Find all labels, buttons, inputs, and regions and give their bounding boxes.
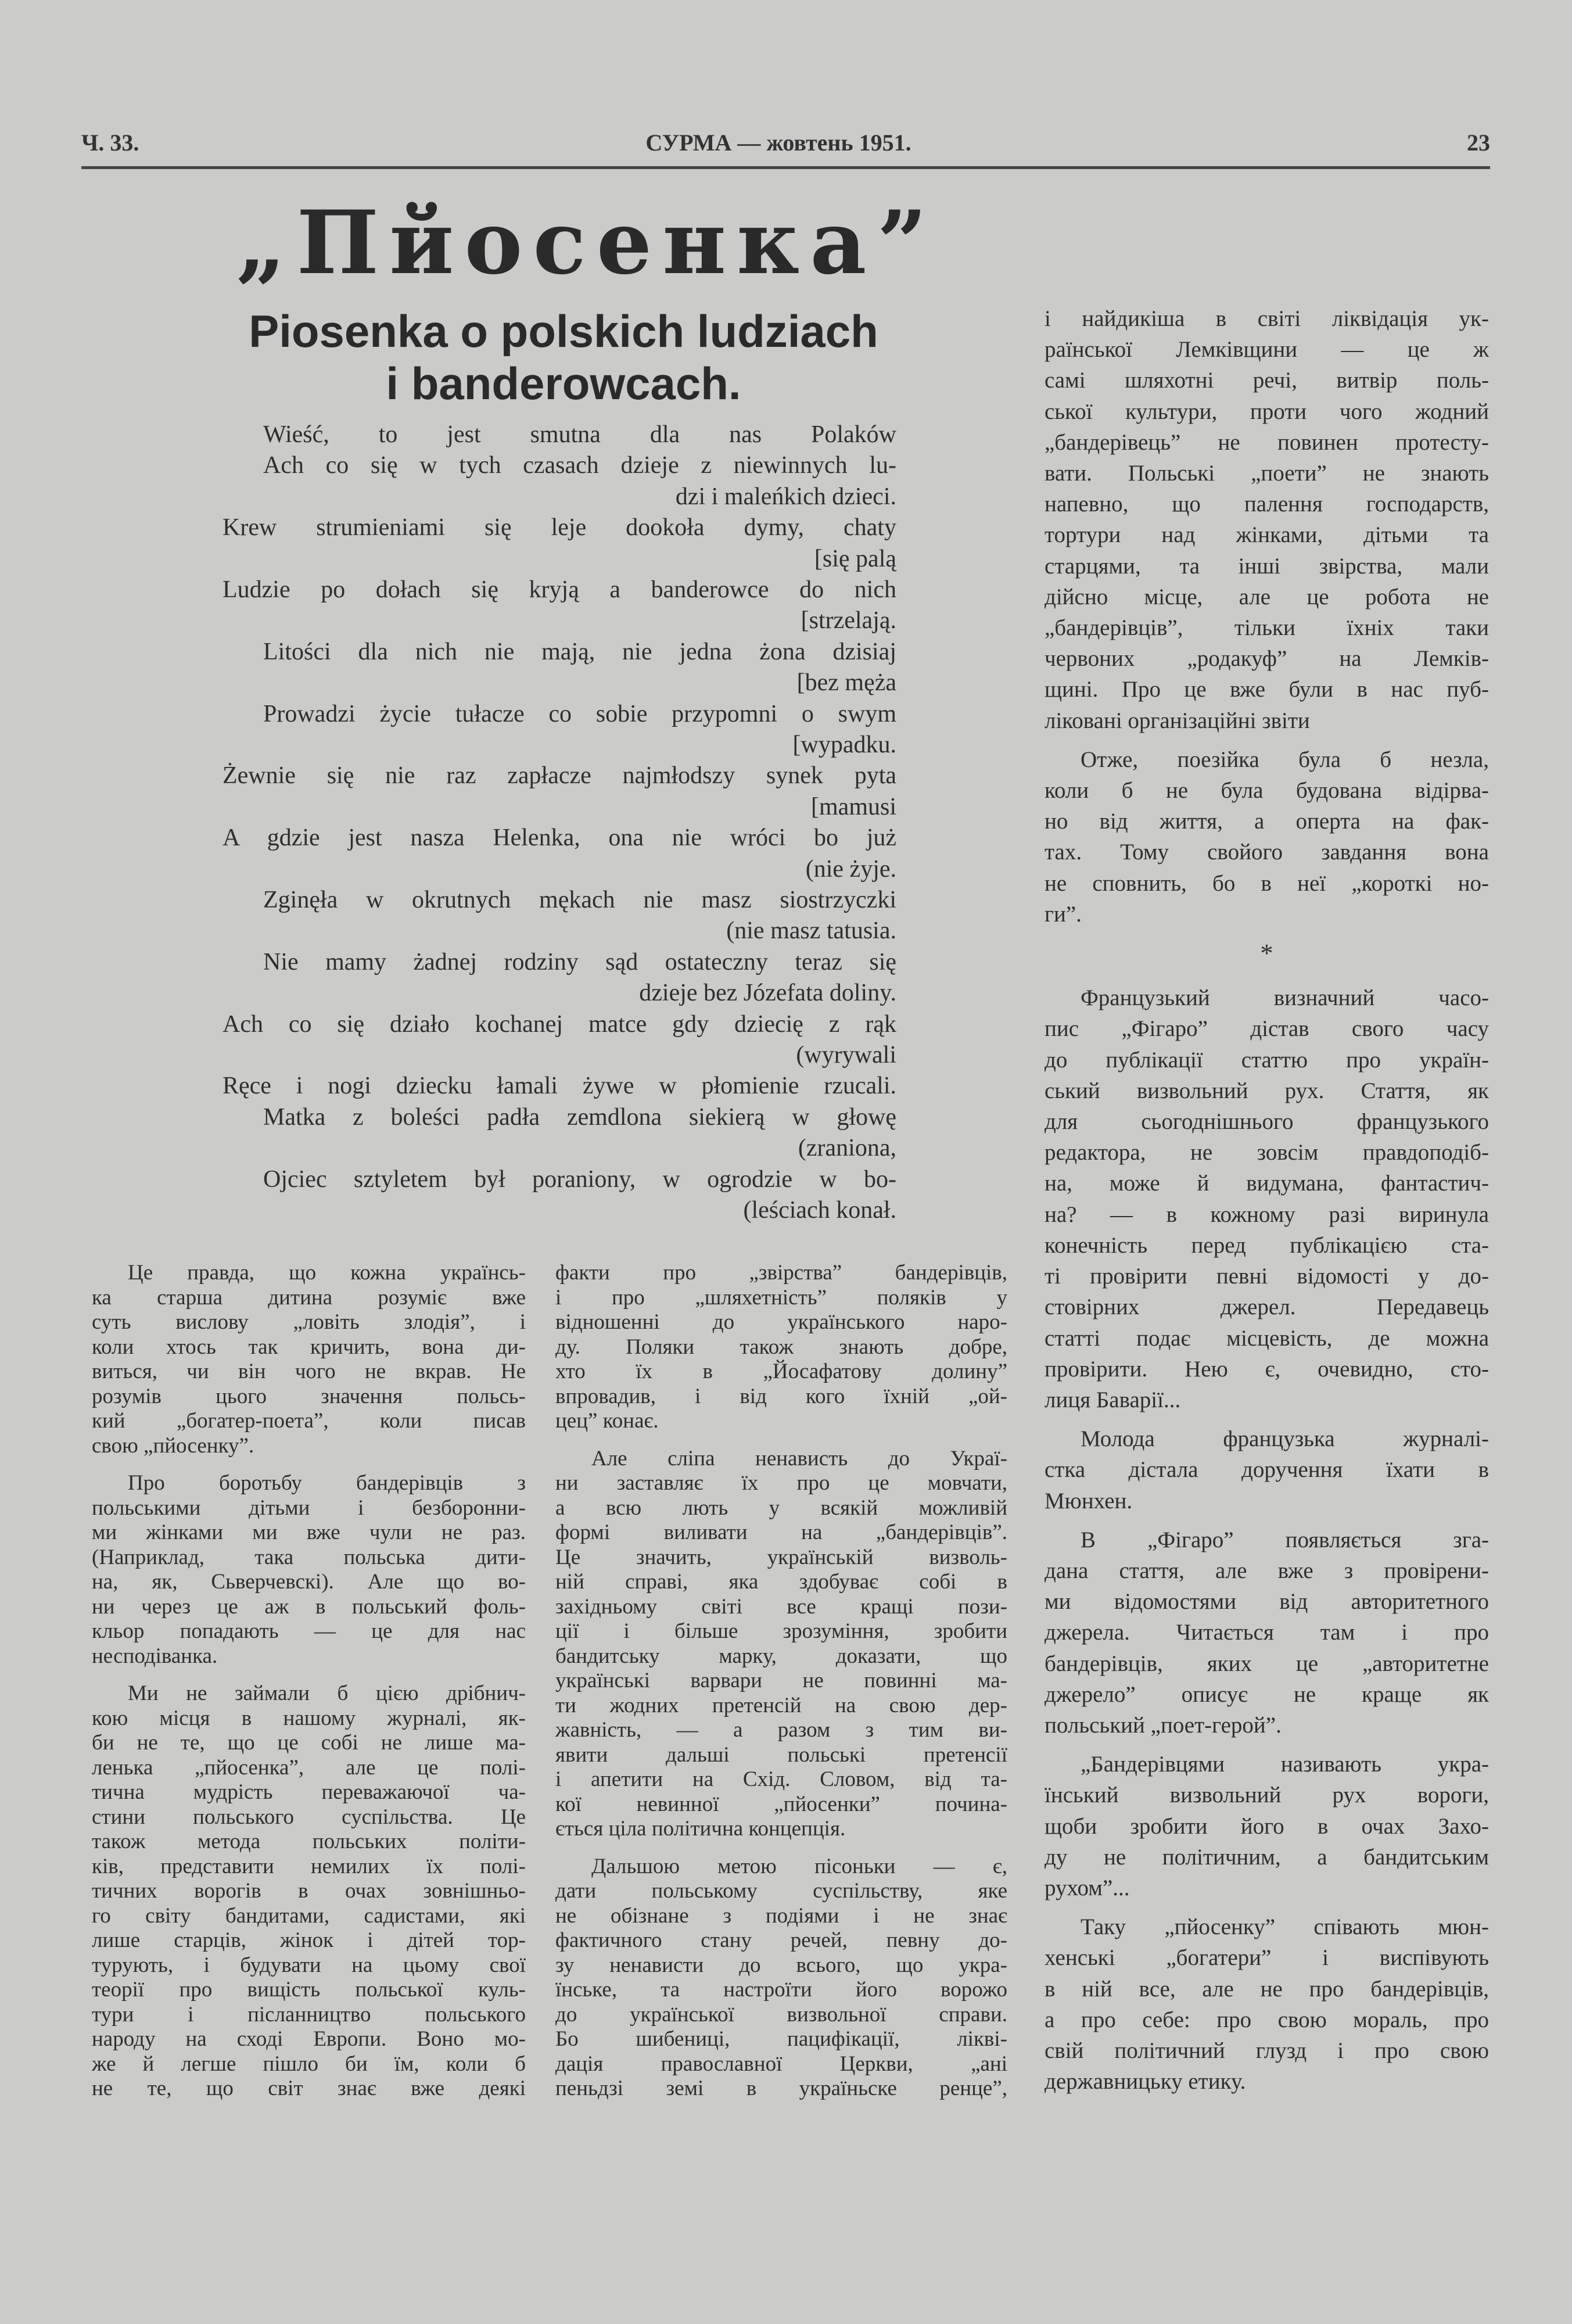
article-subtitle [105, 305, 1022, 410]
text-line: тури і післанництво польського [92, 2002, 526, 2027]
text-line: державницьку етику. [1045, 2069, 1246, 2095]
text-line: фактичного стану речей, певну до- [555, 1928, 1007, 1952]
text-line: „бандерівець” не повинен протесту- [1045, 429, 1489, 455]
text-line: ни через це аж в польський фоль- [92, 1594, 526, 1619]
text-line: лиця Баварії... [1045, 1387, 1181, 1412]
poem-line: (leściach konał. [743, 1196, 896, 1224]
text-line: ка старша дитина розуміє вже [92, 1285, 526, 1310]
text-line: редактора, не зовсім правдоподіб- [1045, 1140, 1489, 1165]
poem-line: Matka z boleści padła zemdlona siekierą w głowę [263, 1103, 896, 1131]
text-line: дація православної Церкви, „ані [555, 2052, 1007, 2076]
text-line: бандитську марку, доказати, що [555, 1644, 1007, 1668]
text-line: народу на сході Европи. Воно мо- [92, 2027, 526, 2051]
text-line: цец” конає. [555, 1409, 659, 1433]
poem-line: Litości dla nich nie mają, nie jedna żona dzisiaj [263, 638, 896, 665]
text-line: не обізнане з подіями і не знає [555, 1903, 1007, 1928]
text-line: несподіванка. [92, 1644, 218, 1668]
paragraph [1045, 744, 1489, 930]
text-line: ми відомостями від авторитетного [1045, 1589, 1489, 1615]
text-line: свою „пйосенку”. [92, 1433, 254, 1458]
text-line: їнський визвольний рух вороги, [1045, 1783, 1489, 1808]
text-line: джерело” описує не краще як [1045, 1681, 1489, 1707]
text-line: польськими дітьми і безборонни- [92, 1495, 526, 1520]
text-line: червоних „родакуф” на Лемків- [1045, 646, 1489, 672]
text-line: конечність перед публікацією ста- [1045, 1232, 1489, 1258]
text-line: факти про „звірства” бандерівців, [555, 1261, 1007, 1285]
text-line: турують, і будувати на цьому свої [92, 1953, 526, 1977]
text-line: тичних ворогів в очах зовнішньо- [92, 1879, 526, 1903]
text-line: і апетити на Схід. Словом, від та- [555, 1767, 1007, 1791]
poem-line: Zginęła w okrutnych mękach nie masz siostrzyczki [263, 886, 896, 913]
text-line: їнське, та настроїти його ворожо [555, 1978, 1007, 2002]
text-line: в ній все, але не про бандерівців, [1045, 1976, 1489, 2002]
text-line: хенські „богатери” і виспівують [1045, 1945, 1489, 1971]
text-line: Але сліпа ненависть до Украї- [591, 1446, 1007, 1471]
text-line: ків, представити немилих їх полі- [92, 1854, 526, 1878]
text-line: напевно, що палення господарств, [1045, 492, 1489, 517]
text-line: дійсно місце, але це робота не [1045, 584, 1489, 609]
text-line: „Бандерівцями називають укра- [1081, 1752, 1489, 1777]
poem-line: dzi i maleńkich dzieci. [675, 483, 896, 510]
text-line: бандерівців, яких це „авторитетне [1045, 1651, 1489, 1676]
text-line: го світу бандитами, садистами, які [92, 1903, 526, 1928]
text-line: Отже, поезійка була б незла, [1081, 747, 1489, 772]
text-line: щині. Про це вже були в нас пуб- [1045, 677, 1489, 702]
text-line: розумів цього значення польсь- [92, 1384, 526, 1408]
paragraph [92, 1261, 526, 1458]
subtitle-line: i banderowcach. [386, 358, 741, 409]
text-line: щоби зробити його в очах Захо- [1045, 1813, 1489, 1839]
text-line: теорії про вищість польської куль- [92, 1978, 526, 2002]
text-line: ни заставляє їх про це мовчати, [555, 1471, 1007, 1495]
poem-line: (nie masz tatusia. [726, 917, 896, 945]
text-line: західньому світі все кращі пози- [555, 1594, 1007, 1619]
poem-line: [bez męża [796, 669, 896, 697]
paragraph [1045, 303, 1489, 736]
text-line: для сьогоднішнього французького [1045, 1109, 1489, 1135]
text-line: ті провірити певні відомості у до- [1045, 1264, 1489, 1289]
paragraph [1045, 1911, 1489, 2097]
paragraph [92, 1681, 526, 2101]
text-line: пеньдзі земі в україньске ренце”, [555, 2076, 1007, 2100]
text-line: а всю лють у всякій можливій [555, 1495, 1007, 1520]
text-line: ги”. [1045, 901, 1082, 927]
text-line: до української визвольної справи. [555, 2002, 1007, 2027]
issue-number: Ч. 33. [81, 130, 139, 156]
text-line: вати. Польські „поети” не знають [1045, 461, 1489, 486]
poem-line: Ach co się w tych czasach dzieje z niewinnych lu- [263, 452, 896, 479]
text-line: стовірних джерел. Передавець [1045, 1294, 1489, 1320]
poem-line: Ręce i nogi dziecku łamali żywe w płomienie rzucali. [222, 1073, 896, 1100]
text-line: суть вислову „ловіть злодія”, і [92, 1310, 526, 1334]
text-line: тах. Тому свойого завдання вона [1045, 840, 1489, 865]
text-line: впровадив, і від кого їхній „ой- [555, 1384, 1007, 1408]
text-line: Таку „пйосенку” співають мюн- [1081, 1914, 1489, 1940]
text-line: же й легше пішло би їм, коли б [92, 2052, 526, 2076]
text-line: ції і більше зрозуміння, зробити [555, 1619, 1007, 1643]
text-line: свій політичний глузд і про свою [1045, 2038, 1489, 2063]
text-line: кої невинної „пйосенки” почина- [555, 1792, 1007, 1816]
text-line: лише старців, жінок і дітей тор- [92, 1928, 526, 1952]
poem-block [222, 419, 896, 1226]
text-line: но від життя, а оперта на фак- [1045, 809, 1489, 834]
text-line: би не те, що це собі не лише ма- [92, 1731, 526, 1755]
text-line: Це значить, українській визволь- [555, 1545, 1007, 1569]
text-line: на, як, Сьверчевскі). Але що во- [92, 1570, 526, 1594]
text-line: на, може й видумана, фантастич- [1045, 1171, 1489, 1196]
text-line: і про „шляхетність” поляків у [555, 1285, 1007, 1310]
text-line: формі виливати на „бандерівців”. [555, 1520, 1007, 1544]
text-line: українські варвари не повинні ма- [555, 1669, 1007, 1692]
text-column-right [1045, 303, 1489, 2105]
text-line: кою місця в нашому журналі, як- [92, 1706, 526, 1730]
text-line: зу ненависти до всього, що укра- [555, 1953, 1007, 1977]
text-line: пис „Фігаро” дістав свого часу [1045, 1016, 1489, 1042]
poem-line: [mamusi [811, 793, 896, 820]
text-line: статті подає місцевість, де можна [1045, 1325, 1489, 1351]
text-line: ми жінками ми вже чули не раз. [92, 1520, 526, 1544]
text-line: джерела. Читається там і про [1045, 1620, 1489, 1645]
text-line: і найдикіша в світі ліквідація ук- [1045, 306, 1489, 331]
text-line: провірити. Нею є, очевидно, сто- [1045, 1356, 1489, 1382]
text-line: самі шляхотні речі, витвір поль- [1045, 368, 1489, 393]
text-line: виться, чи він чого не вкрав. Не [92, 1360, 526, 1383]
poem-line: Ojciec sztyletem był poraniony, w ogrodzie w bo- [263, 1165, 896, 1193]
masthead: СУРМА — жовтень 1951. [645, 130, 911, 156]
text-line: Дальшою метою пісоньки — є, [591, 1854, 1007, 1878]
text-line: жавність, — а разом з тим ви- [555, 1718, 1007, 1742]
text-line: ської культури, проти чого жодний [1045, 399, 1489, 424]
poem-line: Żewnie się nie raz zapłacze najmłodszy synek pyta [222, 762, 896, 790]
text-column-left [92, 1261, 526, 2114]
text-line: ліковані організаційні звіти [1045, 708, 1310, 733]
article-title: „Пйосенка” [236, 192, 938, 294]
text-line: Мюнхен. [1045, 1488, 1133, 1514]
poem-line: [się palą [814, 545, 896, 572]
section-separator: * [1260, 939, 1273, 968]
text-line: польський „поет-герой”. [1045, 1712, 1282, 1738]
text-line: ти жодних претенсій на свою дер- [555, 1693, 1007, 1717]
text-line: до публікації статтю про україн- [1045, 1047, 1489, 1073]
poem-line: dzieje bez Józefata doliny. [639, 980, 896, 1007]
text-line: не те, що світ знає вже деякі [92, 2076, 526, 2100]
text-line: Про боротьбу бандерівців з [128, 1471, 526, 1495]
text-line: коли хтось так кричить, вона ди- [92, 1335, 526, 1359]
paragraph [1045, 1525, 1489, 1741]
text-line: хто їх в „Йосафатову долину” [555, 1360, 1007, 1383]
text-line: раїнської Лемківщини — це ж [1045, 337, 1489, 363]
poem-line: Nie mamy żadnej rodziny sąd ostateczny teraz się [263, 948, 896, 975]
text-line: тична мудрість переважаючої ча- [92, 1780, 526, 1804]
text-line: Це правда, що кожна українсь- [128, 1261, 526, 1285]
paragraph [1045, 982, 1489, 1415]
paragraph [555, 1447, 1007, 1842]
page-number: 23 [1467, 130, 1490, 156]
text-line: тортури над жінками, дітьми та [1045, 522, 1489, 548]
text-line: коли б не була будована відірва- [1045, 778, 1489, 804]
text-line: Молода французька журналі- [1081, 1426, 1489, 1452]
text-line: ється ціла політична концепція. [555, 1817, 846, 1841]
text-line: на? — в кожному разі виринула [1045, 1202, 1489, 1227]
poem-line: (wyrywali [796, 1041, 896, 1068]
paragraph [1045, 1423, 1489, 1516]
subtitle-line: Piosenka o polskich ludziach [249, 306, 878, 357]
text-line: В „Фігаро” появляється зга- [1081, 1527, 1489, 1552]
text-line: (Наприклад, така польська дити- [92, 1545, 526, 1569]
paragraph [555, 1855, 1007, 2101]
poem-line: Krew strumieniami się leje dookoła dymy, chaty [222, 514, 896, 541]
text-line: ній справі, яка здобуває собі в [555, 1570, 1007, 1594]
poem-line: A gdzie jest nasza Helenka, ona nie wróci bo już [222, 824, 896, 852]
text-line: Французький визначний часо- [1081, 985, 1489, 1011]
text-line: ський визвольний рух. Стаття, як [1045, 1078, 1489, 1103]
poem-line: [wypadku. [792, 731, 896, 758]
text-line: „бандерівців”, тільки їхніх таки [1045, 615, 1489, 641]
paragraph [1045, 1749, 1489, 1903]
text-line: кий „богатер-поета”, коли писав [92, 1409, 526, 1433]
poem-line: (nie żyje. [805, 855, 896, 883]
text-line: явити дальші польські претенсії [555, 1742, 1007, 1767]
text-column-middle [555, 1261, 1007, 2114]
text-line: Ми не займали б цією дрібнич- [128, 1681, 526, 1705]
text-line: рухом”... [1045, 1875, 1130, 1900]
text-line: кльор попадають — це для нас [92, 1619, 526, 1643]
poem-line: Ach co się działo kochanej matce gdy dziecię z rąk [222, 1010, 896, 1038]
poem-line: Ludzie po dołach się kryją a banderowce do nich [222, 576, 896, 603]
poem-line: [strzelają. [801, 607, 896, 634]
text-line: стини польського суспільства. Це [92, 1805, 526, 1829]
text-line: ленька „пйосенка”, але це полі- [92, 1755, 526, 1780]
text-line: не сповнить, бо в неї „короткі но- [1045, 870, 1489, 896]
text-line: стка дістала доручення їхати в [1045, 1457, 1489, 1483]
text-line: дана стаття, але вже з провірени- [1045, 1558, 1489, 1583]
poem-line: (zraniona, [798, 1135, 896, 1162]
text-line: також метода польських політи- [92, 1830, 526, 1853]
text-line: ду не політичним, а бандитським [1045, 1844, 1489, 1870]
paragraph [555, 1261, 1007, 1434]
text-line: старцями, та інші звірства, мали [1045, 553, 1489, 579]
header-divider [81, 166, 1490, 169]
text-line: дати польському суспільству, яке [555, 1879, 1007, 1903]
poem-line: Prowadzi życie tułacze co sobie przypomni o swym [263, 700, 896, 727]
text-line: відношенні до українського наро- [555, 1310, 1007, 1334]
paragraph [92, 1471, 526, 1669]
text-line: а про себе: про свою мораль, про [1045, 2007, 1489, 2032]
text-line: ду. Поляки також знають добре, [555, 1335, 1007, 1359]
poem-line: Wieść, to jest smutna dla nas Polaków [263, 421, 896, 448]
text-line: Бо шибениці, пацифікації, лікві- [555, 2027, 1007, 2051]
